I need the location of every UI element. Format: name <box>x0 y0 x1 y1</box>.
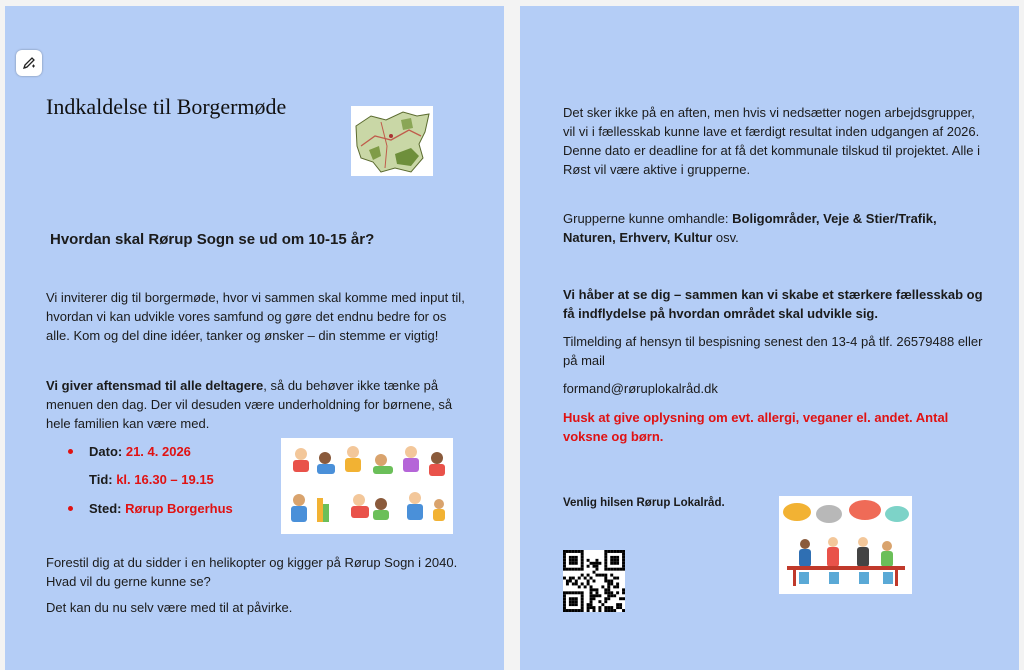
helicopter-paragraph: Forestil dig at du sidder i en helikopter og kigger på Rørup Sogn i 2040. Hvad vil du gerne kunne se? <box>46 555 458 589</box>
email-text: formand@røruplokalråd.dk <box>563 381 718 396</box>
children-playing-illustration <box>281 438 453 534</box>
workgroups-paragraph: Det sker ikke på en aften, men hvis vi nedsætter nogen arbejdsgrupper, vil vi i fællesskab kunne lave et færdigt resultat inden udgangen af 2026. Denne dato er deadline for at få det kommunale tilskud til projektet. Alle i Røst vil være aktive i grupperne. <box>563 105 980 177</box>
greeting-signature: Venlig hilsen Rørup Lokalråd. <box>563 497 725 509</box>
dinner-bold-text: Vi giver aftensmad til alle deltagere <box>46 378 264 393</box>
groups-paragraph <box>563 209 983 247</box>
event-place <box>89 499 233 518</box>
page-title: Indkaldelse til Borgermøde <box>46 94 287 119</box>
place-value: Rørup Borgerhus <box>125 501 233 516</box>
date-label: Dato: <box>89 444 126 459</box>
place-label: Sted: <box>89 501 126 516</box>
signup-paragraph: Tilmelding af hensyn til bespisning senest den 13-4 på tlf. 26579488 eller på mail <box>563 334 983 368</box>
parish-map-image <box>351 106 433 176</box>
hope-paragraph: Vi håber at se dig – sammen kan vi skabe et stærkere fællesskab og få indflydelse på hvordan området skal udvikle sig. <box>563 287 983 321</box>
edit-icon[interactable] <box>16 50 42 76</box>
groups-end: osv. <box>712 230 739 245</box>
meeting-people-illustration <box>779 496 912 594</box>
time-value: kl. 16.30 – 19.15 <box>116 472 214 487</box>
influence-paragraph: Det kan du nu selv være med til at påvirke. <box>46 600 293 615</box>
page-right <box>520 6 1019 670</box>
allergy-notice: Husk at give oplysning om evt. allergi, veganer el. andet. Antal voksne og børn. <box>563 410 949 444</box>
dinner-rest-text: , så du behøver ikke tænke på menuen den dag. Der vil desuden være underholdning for børnene, så hele familien kan være med. <box>46 378 453 431</box>
groups-topics: Boligområder, Veje & Stier/Trafik, Naturen, Erhverv, Kultur <box>563 211 937 245</box>
intro-paragraph: Vi inviterer dig til borgermøde, hvor vi sammen skal komme med input til, hvordan vi kan udvikle vores samfund og gøre det endnu bedre for os alle. Kom og del dine idéer, tanker og ønsker – din stemme er vigtig! <box>46 290 465 343</box>
bullet-dot <box>68 506 73 511</box>
dinner-paragraph <box>46 376 466 433</box>
page-left <box>5 6 504 670</box>
event-date <box>89 442 191 461</box>
event-time <box>89 470 214 489</box>
bullet-dot <box>68 449 73 454</box>
date-value: 21. 4. 2026 <box>125 444 191 459</box>
groups-intro: Grupperne kunne omhandle: <box>563 211 733 226</box>
time-label: Tid: <box>89 472 117 487</box>
qr-code <box>563 550 625 612</box>
main-question-heading: Hvordan skal Rørup Sogn se ud om 10-15 år? <box>50 231 375 248</box>
